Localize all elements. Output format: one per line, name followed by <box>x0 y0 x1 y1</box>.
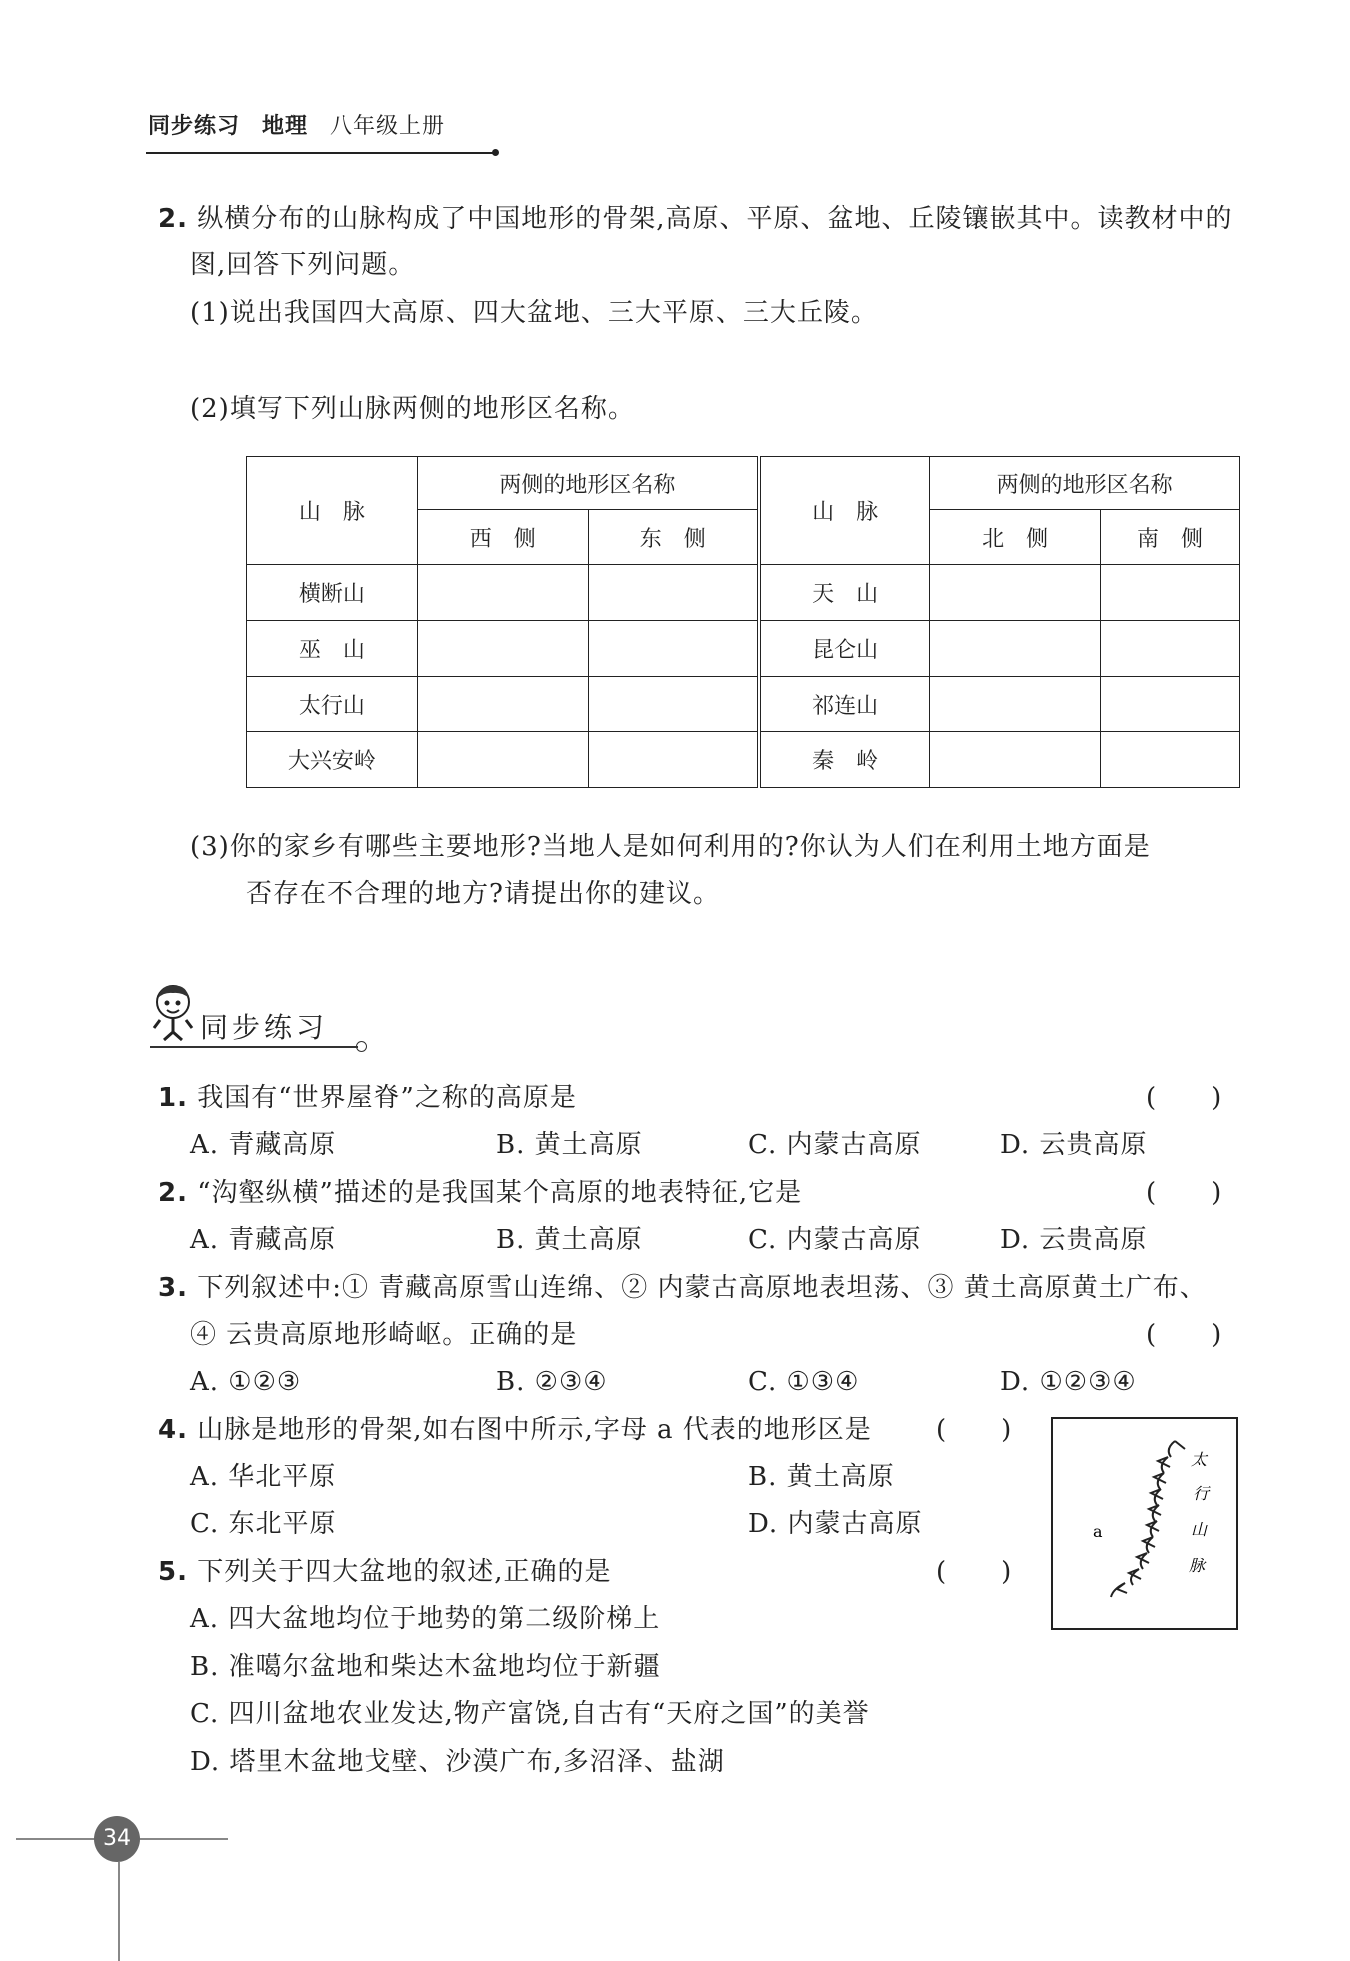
figure-letter: a <box>1093 1522 1103 1541</box>
header-grade: 八年级上册 <box>330 114 446 139</box>
mountain-name: 大兴安岭 <box>247 732 418 788</box>
mc-q1-option-b[interactable]: B. 黄土高原 <box>496 1130 643 1160</box>
mc-q4-option-b[interactable]: B. 黄土高原 <box>748 1462 895 1492</box>
mc-q4-stem: 4. 山脉是地形的骨架,如右图中所示,字母 a 代表的地形区是 <box>158 1415 872 1445</box>
q2-sub1: (1)说出我国四大高原、四大盆地、三大平原、三大丘陵。 <box>190 298 878 328</box>
mc-q3-option-b[interactable]: B. ②③④ <box>496 1367 608 1397</box>
answer-cell[interactable] <box>417 565 588 621</box>
terrain-table <box>246 456 1240 788</box>
header-series: 同步练习 <box>148 114 241 139</box>
q2-sub2: (2)填写下列山脉两侧的地形区名称。 <box>190 394 635 424</box>
answer-cell[interactable] <box>588 621 759 677</box>
header-rule-dot <box>492 149 499 156</box>
section-rule-circle <box>356 1041 367 1052</box>
answer-cell[interactable] <box>1101 677 1240 732</box>
mc-q4-option-d[interactable]: D. 内蒙古高原 <box>748 1509 923 1539</box>
section-rule <box>150 1046 358 1048</box>
mc-q3-option-d[interactable]: D. ①②③④ <box>1000 1367 1137 1397</box>
answer-cell[interactable] <box>588 565 759 621</box>
table-header-group-right: 两侧的地形区名称 <box>930 457 1240 510</box>
mc-q5-stem: 5. 下列关于四大盆地的叙述,正确的是 <box>158 1557 612 1587</box>
mc-q3-option-a[interactable]: A. ①②③ <box>190 1367 302 1397</box>
answer-paren[interactable]: ( ) <box>936 1415 1013 1445</box>
mc-q2-option-b[interactable]: B. 黄土高原 <box>496 1225 643 1255</box>
mc-q5-option-d[interactable]: D. 塔里木盆地戈壁、沙漠广布,多沼泽、盐湖 <box>190 1747 725 1777</box>
table-header-mountain-right: 山 脉 <box>759 457 930 565</box>
table-header-mountain-left: 山 脉 <box>247 457 418 565</box>
table-row <box>247 565 1240 621</box>
mc-q3-stem-1: 3. 下列叙述中:① 青藏高原雪山连绵、② 内蒙古高原地表坦荡、③ 黄土高原黄土广布、 <box>158 1273 1207 1303</box>
table-header-west: 西 侧 <box>417 510 588 565</box>
table-header-south: 南 侧 <box>1101 510 1240 565</box>
mc-q5-option-c[interactable]: C. 四川盆地农业发达,物产富饶,自古有“天府之国”的美誉 <box>190 1699 870 1729</box>
answer-cell[interactable] <box>930 621 1101 677</box>
mascot-icon <box>146 982 198 1042</box>
q2-stem-1: 2. 纵横分布的山脉构成了中国地形的骨架,高原、平原、盆地、丘陵镶嵌其中。读教材中的 <box>158 204 1233 234</box>
table-row <box>247 732 1240 788</box>
page-rule-vertical <box>118 1862 120 1961</box>
figure-label-char: 脉 <box>1189 1556 1206 1575</box>
mc-q1-option-d[interactable]: D. 云贵高原 <box>1000 1130 1148 1160</box>
mountain-name: 横断山 <box>247 565 418 621</box>
mc-q2-option-c[interactable]: C. 内蒙古高原 <box>748 1225 922 1255</box>
answer-paren[interactable]: ( ) <box>1146 1178 1223 1208</box>
answer-paren[interactable]: ( ) <box>1146 1320 1223 1350</box>
mc-q4-option-a[interactable]: A. 华北平原 <box>190 1462 337 1492</box>
mc-q3-option-c[interactable]: C. ①③④ <box>748 1367 860 1397</box>
answer-cell[interactable] <box>930 732 1101 788</box>
figure-label-char: 山 <box>1191 1520 1208 1539</box>
answer-cell[interactable] <box>930 565 1101 621</box>
table-header-east: 东 侧 <box>588 510 759 565</box>
mc-q2-stem: 2. “沟壑纵横”描述的是我国某个高原的地表特征,它是 <box>158 1178 803 1208</box>
figure-label-char: 行 <box>1193 1484 1210 1503</box>
q2-sub3-1: (3)你的家乡有哪些主要地形?当地人是如何利用的?你认为人们在利用土地方面是 <box>190 832 1151 862</box>
taihang-mountain-figure <box>1051 1417 1238 1630</box>
table-row <box>247 621 1240 677</box>
table-row <box>247 677 1240 732</box>
mc-q1-stem: 1. 我国有“世界屋脊”之称的高原是 <box>158 1083 577 1113</box>
table-header-group-left: 两侧的地形区名称 <box>417 457 759 510</box>
mc-q2-option-a[interactable]: A. 青藏高原 <box>190 1225 337 1255</box>
header-rule <box>146 152 496 154</box>
page-number: 34 <box>94 1816 140 1862</box>
mountain-name: 昆仑山 <box>759 621 930 677</box>
mc-q1-option-c[interactable]: C. 内蒙古高原 <box>748 1130 922 1160</box>
answer-paren[interactable]: ( ) <box>936 1557 1013 1587</box>
mountain-name: 巫 山 <box>247 621 418 677</box>
answer-cell[interactable] <box>1101 732 1240 788</box>
answer-cell[interactable] <box>1101 621 1240 677</box>
mountain-name: 秦 岭 <box>759 732 930 788</box>
mountain-name: 天 山 <box>759 565 930 621</box>
running-header <box>148 110 445 144</box>
section-title: 同步练习 <box>200 1011 329 1044</box>
mountain-name: 祁连山 <box>759 677 930 732</box>
answer-cell[interactable] <box>588 677 759 732</box>
q2-sub3-2: 否存在不合理的地方?请提出你的建议。 <box>246 879 720 909</box>
answer-cell[interactable] <box>930 677 1101 732</box>
q2-stem-2: 图,回答下列问题。 <box>190 250 416 280</box>
mc-q5-option-b[interactable]: B. 准噶尔盆地和柴达木盆地均位于新疆 <box>190 1652 661 1682</box>
answer-paren[interactable]: ( ) <box>1146 1083 1223 1113</box>
answer-cell[interactable] <box>588 732 759 788</box>
header-subject: 地理 <box>262 114 309 139</box>
mc-q5-option-a[interactable]: A. 四大盆地均位于地势的第二级阶梯上 <box>190 1604 661 1634</box>
mc-q1-option-a[interactable]: A. 青藏高原 <box>190 1130 337 1160</box>
mountain-name: 太行山 <box>247 677 418 732</box>
mc-q2-option-d[interactable]: D. 云贵高原 <box>1000 1225 1148 1255</box>
answer-cell[interactable] <box>1101 565 1240 621</box>
mc-q4-option-c[interactable]: C. 东北平原 <box>190 1509 337 1539</box>
mountain-range-icon <box>1053 1419 1236 1628</box>
figure-label-char: 太 <box>1191 1450 1208 1469</box>
table-header-north: 北 侧 <box>930 510 1101 565</box>
answer-cell[interactable] <box>417 732 588 788</box>
answer-cell[interactable] <box>417 677 588 732</box>
answer-cell[interactable] <box>417 621 588 677</box>
mc-q3-stem-2: ④ 云贵高原地形崎岖。正确的是 <box>190 1320 578 1350</box>
